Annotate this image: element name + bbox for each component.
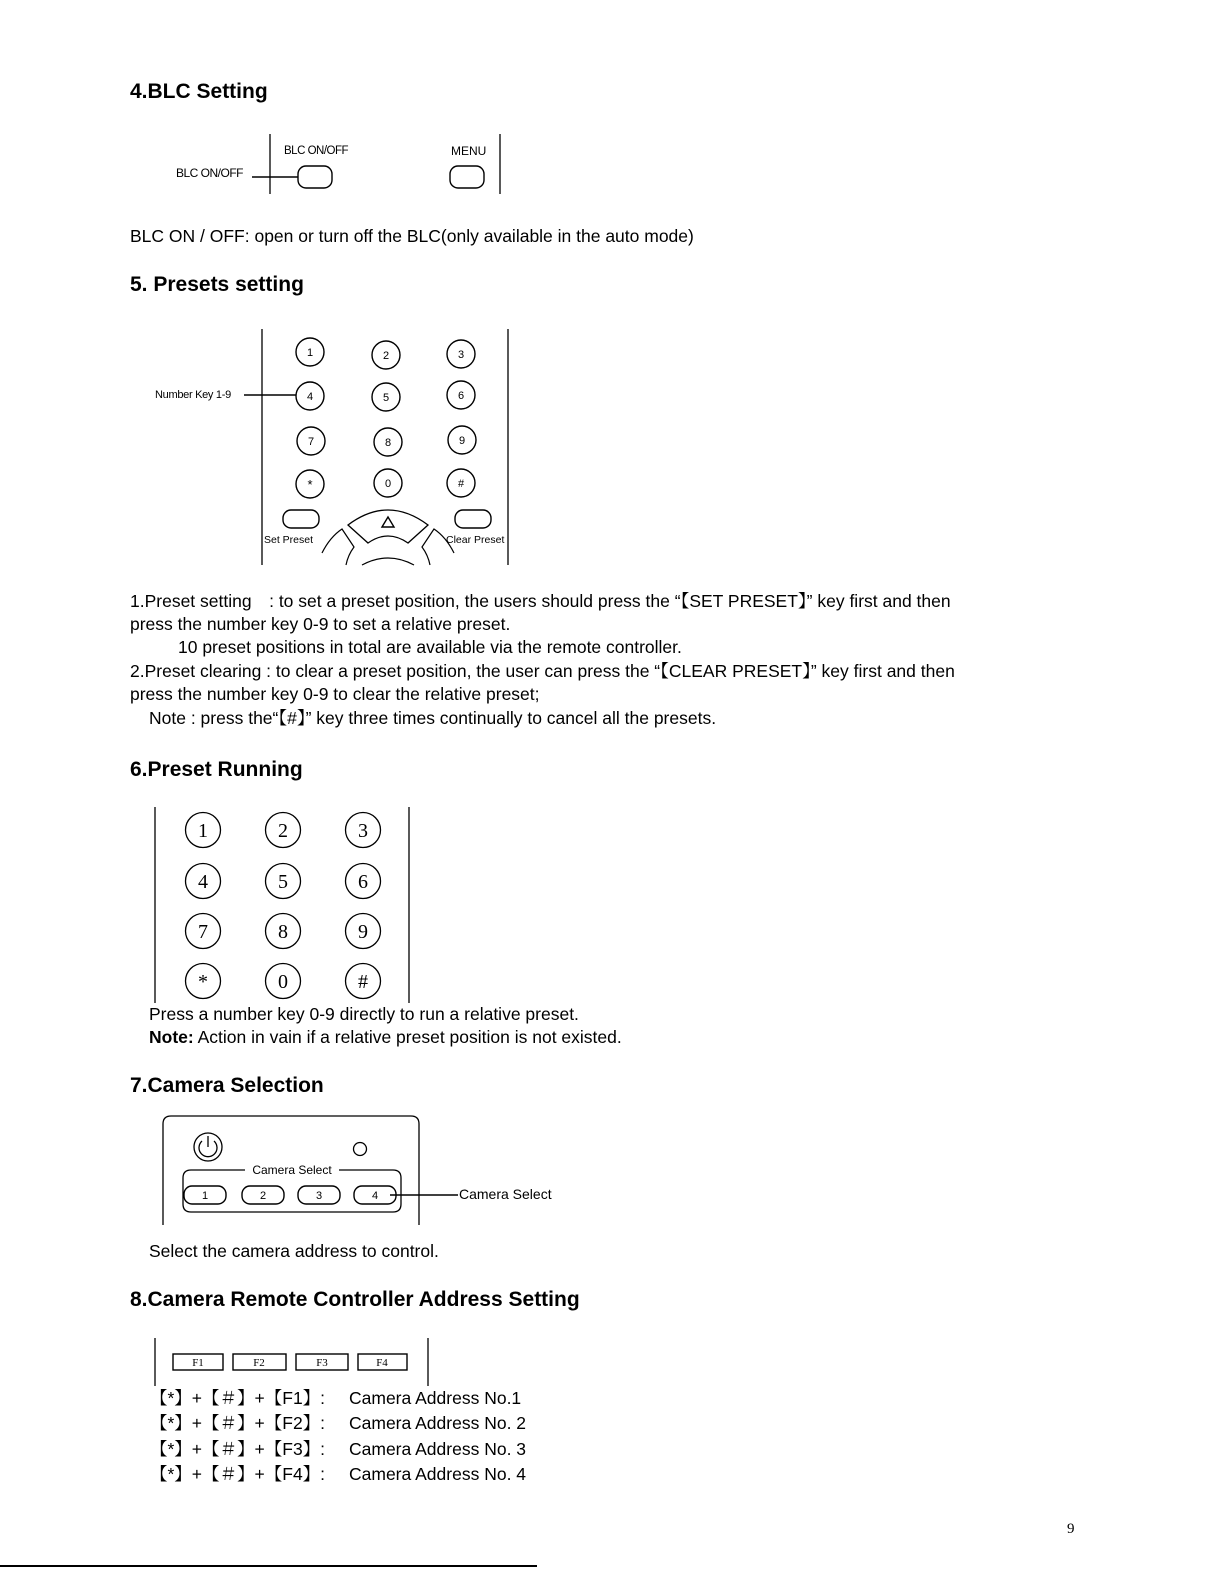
indicator-led-icon [354, 1143, 367, 1156]
address-combo-text: Camera Address No.1 [349, 1388, 522, 1408]
run-key-0-label: 0 [278, 971, 288, 993]
f2-key-label: F2 [253, 1357, 265, 1369]
key-6-label: 6 [457, 390, 465, 402]
power-icon[interactable] [194, 1133, 222, 1161]
camera-select-callout: Camera Select [459, 1186, 552, 1202]
nav-left-button[interactable] [322, 529, 354, 565]
key-7-label: 7 [307, 436, 315, 448]
camera-2-label: 2 [259, 1190, 267, 1202]
address-combo-row [150, 1463, 526, 1486]
running-note [149, 1026, 622, 1049]
clear-preset-button[interactable] [455, 510, 491, 528]
blc-figure [170, 130, 510, 200]
f3-key-label: F3 [316, 1357, 328, 1369]
blc-callout-label: BLC ON/OFF [176, 166, 244, 180]
run-key-5-label: 5 [278, 871, 288, 893]
camera-3-label: 3 [315, 1190, 323, 1202]
key-1-label: 1 [306, 347, 314, 359]
run-key-1-label: 1 [198, 820, 208, 842]
key-hash-label: # [457, 478, 465, 490]
preset-running-keypad [145, 805, 420, 1005]
address-combo-text: Camera Address No. 4 [349, 1464, 527, 1484]
key-3-label: 3 [457, 349, 465, 361]
number-key-callout: Number Key 1-9 [155, 389, 231, 401]
page-bottom-rule [0, 1565, 537, 1567]
heading-preset-running: 6.Preset Running [130, 758, 303, 781]
run-key-3-label: 3 [358, 820, 368, 842]
menu-button[interactable] [450, 166, 484, 188]
running-note-text: Action in vain if a relative preset position is not existed. [193, 1027, 622, 1047]
clear-preset-label: Clear Preset [446, 534, 505, 546]
camera-4-label: 4 [371, 1190, 379, 1202]
address-combo-row [150, 1387, 521, 1410]
run-key-9-label: 9 [358, 921, 368, 943]
blc-button-label: BLC ON/OFF [284, 145, 349, 157]
camera-1-label: 1 [201, 1190, 209, 1202]
address-combo-keys: 【*】+【＃】+【F1】: [150, 1388, 326, 1408]
preset-line-2: press the number key 0-9 to set a relative preset. [130, 614, 511, 634]
key-star-label: * [307, 477, 313, 492]
address-combo-row [150, 1438, 526, 1461]
blc-description: BLC ON / OFF: open or turn off the BLC(only available in the auto mode) [130, 226, 694, 246]
run-key-7-label: 7 [198, 921, 208, 943]
address-combo-keys: 【*】+【＃】+【F4】: [150, 1464, 326, 1484]
address-combo-row [150, 1412, 526, 1435]
run-key-star-label: * [198, 971, 208, 993]
f4-key-label: F4 [376, 1357, 388, 1369]
key-0-label: 0 [384, 478, 392, 490]
key-5-label: 5 [382, 392, 390, 404]
camera-select-description: Select the camera address to control. [149, 1241, 439, 1261]
key-2-label: 2 [382, 350, 390, 362]
set-preset-label: Set Preset [264, 534, 314, 546]
run-key-4-label: 4 [198, 871, 208, 893]
preset-note: Note : press the“【#】” key three times continually to cancel all the presets. [149, 708, 717, 728]
heading-address-setting: 8.Camera Remote Controller Address Setting [130, 1288, 580, 1311]
preset-line-1: 1.Preset setting : to set a preset position, the users should press the “【SET PRESET】” key first and then [130, 591, 951, 611]
presets-keypad-figure [150, 325, 520, 570]
preset-line-4: 2.Preset clearing : to clear a preset position, the user can press the “【CLEAR PRESET】” key first and then [130, 661, 955, 681]
camera-select-figure [155, 1110, 575, 1235]
address-combo-keys: 【*】+【＃】+【F3】: [150, 1439, 326, 1459]
preset-line-5: press the number key 0-9 to clear the relative preset; [130, 684, 540, 704]
page-number: 9 [1067, 1521, 1075, 1537]
run-key-hash-label: # [358, 971, 368, 993]
key-9-label: 9 [458, 435, 466, 447]
address-combo-keys: 【*】+【＃】+【F2】: [150, 1413, 326, 1433]
run-key-2-label: 2 [278, 820, 288, 842]
run-key-6-label: 6 [358, 871, 368, 893]
function-keys-figure [145, 1336, 445, 1388]
key-8-label: 8 [384, 437, 392, 449]
heading-camera-selection: 7.Camera Selection [130, 1074, 324, 1097]
preset-keys [296, 338, 476, 498]
f1-key-label: F1 [192, 1357, 204, 1369]
running-description: Press a number key 0-9 directly to run a relative preset. [149, 1004, 579, 1024]
address-combo-text: Camera Address No. 3 [349, 1439, 527, 1459]
preset-line-3: 10 preset positions in total are available via the remote controller. [178, 637, 682, 657]
run-key-8-label: 8 [278, 921, 288, 943]
running-note-label: Note: [149, 1027, 194, 1047]
camera-select-group-label: Camera Select [252, 1163, 332, 1177]
set-preset-button[interactable] [283, 510, 319, 528]
heading-blc-setting: 4.BLC Setting [130, 80, 268, 103]
blc-on-off-button[interactable] [298, 166, 332, 188]
heading-presets-setting: 5. Presets setting [130, 273, 304, 296]
key-4-label: 4 [306, 391, 314, 403]
menu-label: MENU [451, 144, 487, 158]
address-combo-text: Camera Address No. 2 [349, 1413, 527, 1433]
